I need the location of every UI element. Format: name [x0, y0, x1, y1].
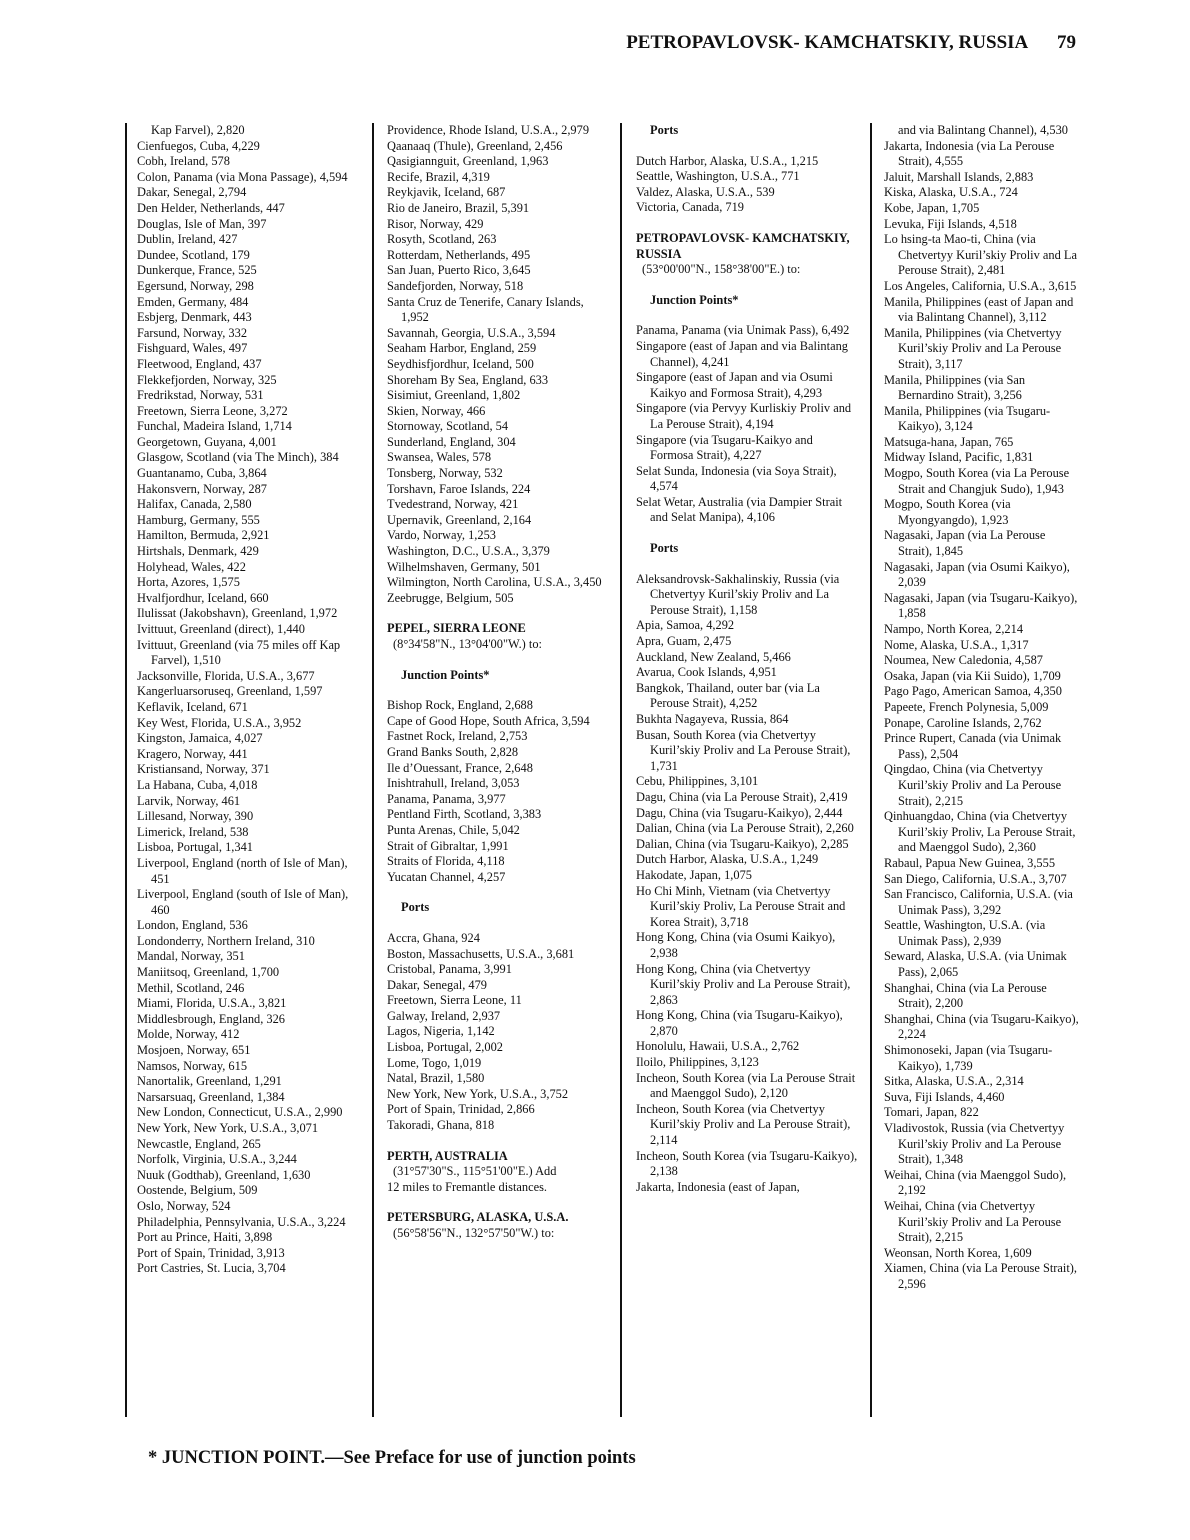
distance-entry: and via Balintang Channel), 4,530 — [898, 123, 1068, 137]
column-3 — [636, 123, 858, 1195]
distance-entry: Midway Island, Pacific, 1,831 — [884, 450, 1034, 465]
distance-entry: Torshavn, Faroe Islands, 224 — [387, 481, 531, 496]
distance-entry: Incheon, South Korea (via La Perouse Strait and Maenggol Sudo), 2,120 — [636, 1070, 856, 1101]
distance-entry: Kap Farvel), 2,820 — [151, 123, 245, 137]
column-rule — [620, 123, 622, 1417]
distance-entry: Shanghai, China (via Tsugaru-Kaikyo), 2,224 — [884, 1011, 1079, 1042]
distance-entry: Osaka, Japan (via Kii Suido), 1,709 — [884, 668, 1061, 683]
distance-entry: Weihai, China (via Maenggol Sudo), 2,192 — [884, 1167, 1067, 1198]
section-title: PEPEL, SIERRA LEONE — [387, 621, 526, 636]
distance-entry: Valdez, Alaska, U.S.A., 539 — [636, 184, 775, 199]
distance-entry: Bangkok, Thailand, outer bar (via La Perouse Strait), 4,252 — [636, 680, 820, 711]
distance-entry: Levuka, Fiji Islands, 4,518 — [884, 216, 1017, 231]
distance-entry: Jaluit, Marshall Islands, 2,883 — [884, 169, 1034, 184]
distance-entry: Newcastle, England, 265 — [137, 1136, 261, 1151]
distance-entry: Georgetown, Guyana, 4,001 — [137, 434, 277, 449]
distance-entry: Weonsan, North Korea, 1,609 — [884, 1245, 1032, 1260]
distance-entry: Rotterdam, Netherlands, 495 — [387, 247, 531, 262]
distance-entry: Singapore (east of Japan and via Osumi Kaikyo and Formosa Strait), 4,293 — [636, 370, 833, 400]
distance-entry: Iloilo, Philippines, 3,123 — [636, 1055, 759, 1070]
distance-entry: Lome, Togo, 1,019 — [387, 1055, 482, 1070]
column-rule — [125, 123, 127, 1417]
distance-entry: Sisimiut, Greenland, 1,802 — [387, 388, 521, 403]
distance-entry: La Habana, Cuba, 4,018 — [137, 777, 258, 792]
distance-entry: Lisboa, Portugal, 2,002 — [387, 1040, 503, 1055]
distance-entry: Douglas, Isle of Man, 397 — [137, 216, 267, 231]
distance-entry: Nome, Alaska, U.S.A., 1,317 — [884, 637, 1029, 652]
distance-entry: Fastnet Rock, Ireland, 2,753 — [387, 729, 528, 744]
distance-entry: Londonderry, Northern Ireland, 310 — [137, 933, 315, 948]
distance-entry: Weihai, China (via Chetvertyy Kuril’skiy Proliv and La Perouse Strait), 2,215 — [884, 1198, 1062, 1245]
distance-entry: Punta Arenas, Chile, 5,042 — [387, 822, 520, 837]
distance-entry: Incheon, South Korea (via Chetvertyy Kuril’skiy Proliv and La Perouse Strait), 2,114 — [636, 1101, 851, 1148]
subsection-heading: Junction Points* — [401, 667, 490, 682]
distance-entry: Port of Spain, Trinidad, 3,913 — [137, 1245, 285, 1260]
distance-entry: Dagu, China (via Tsugaru-Kaikyo), 2,444 — [636, 805, 843, 820]
distance-entry: Ponape, Caroline Islands, 2,762 — [884, 715, 1042, 730]
distance-entry: Cobh, Ireland, 578 — [137, 154, 230, 169]
distance-entry: Qingdao, China (via Chetvertyy Kuril’skiy Proliv and La Perouse Strait), 2,215 — [884, 762, 1062, 808]
distance-entry: Hong Kong, China (via Chetvertyy Kuril’skiy Proliv and La Perouse Strait), 2,863 — [636, 961, 851, 1007]
distance-entry: Nagasaki, Japan (via Tsugaru-Kaikyo), 1,858 — [884, 590, 1078, 621]
distance-entry: Cape of Good Hope, South Africa, 3,594 — [387, 713, 590, 728]
distance-entry: Manila, Philippines (via Tsugaru-Kaikyo), 3,124 — [884, 403, 1051, 434]
distance-entry: Ile d’Ouessant, France, 2,648 — [387, 760, 533, 775]
distance-entry: Lillesand, Norway, 390 — [137, 809, 254, 824]
distance-entry: Honolulu, Hawaii, U.S.A., 2,762 — [636, 1039, 800, 1054]
distance-entry: Namsos, Norway, 615 — [137, 1058, 248, 1073]
distance-entry: Manila, Philippines (via Chetvertyy Kuril’skiy Proliv and La Perouse Strait), 3,117 — [884, 325, 1062, 371]
distance-entry: Kristiansand, Norway, 371 — [137, 762, 270, 777]
distance-entry: Holyhead, Wales, 422 — [137, 559, 246, 574]
distance-entry: Wilmington, North Carolina, U.S.A., 3,450 — [387, 575, 602, 590]
distance-entry: Recife, Brazil, 4,319 — [387, 169, 490, 184]
distance-entry: Apia, Samoa, 4,292 — [636, 618, 735, 633]
distance-entry: Horta, Azores, 1,575 — [137, 575, 240, 590]
distance-entry: Matsuga-hana, Japan, 765 — [884, 434, 1014, 449]
section-coordinates: (31°57'30"S., 115°51'00"E.) Add — [393, 1164, 557, 1179]
section-coordinates: (56°58'56"N., 132°57'50"W.) to: — [393, 1226, 555, 1240]
distance-entry: Freetown, Sierra Leone, 11 — [387, 993, 522, 1008]
distance-entry: Skien, Norway, 466 — [387, 403, 486, 418]
distance-entry: Sunderland, England, 304 — [387, 434, 516, 449]
distance-entry: Sandefjorden, Norway, 518 — [387, 278, 524, 293]
distance-entry: Bukhta Nagayeva, Russia, 864 — [636, 712, 789, 726]
distance-entry: Risor, Norway, 429 — [387, 216, 484, 231]
distance-entry: Mandal, Norway, 351 — [137, 949, 245, 964]
distance-entry: Hirtshals, Denmark, 429 — [137, 544, 259, 559]
distance-entry: Stornoway, Scotland, 54 — [387, 419, 509, 434]
distance-entry: Dakar, Senegal, 2,794 — [137, 185, 247, 200]
distance-entry: Dalian, China (via Tsugaru-Kaikyo), 2,285 — [636, 836, 849, 851]
distance-entry: Flekkefjorden, Norway, 325 — [137, 372, 277, 387]
distance-entry: Cienfuegos, Cuba, 4,229 — [137, 138, 260, 153]
distance-entry: Fleetwood, England, 437 — [137, 356, 262, 371]
subsection-heading: Junction Points* — [650, 292, 739, 307]
distance-entry: Reykjavik, Iceland, 687 — [387, 185, 506, 200]
distance-entry: Oostende, Belgium, 509 — [137, 1183, 258, 1198]
distance-entry: Qasigiannguit, Greenland, 1,963 — [387, 154, 549, 169]
distance-entry: Lo hsing-ta Mao-ti, China (via Chetvertyy Kuril’skiy Proliv and La Perouse Strait), 2,481 — [884, 232, 1077, 278]
distance-entry: Noumea, New Caledonia, 4,587 — [884, 653, 1043, 668]
distance-entry: Dalian, China (via La Perouse Strait), 2,260 — [636, 821, 854, 836]
distance-entry: Tonsberg, Norway, 532 — [387, 466, 503, 481]
distance-entry: Dundee, Scotland, 179 — [137, 247, 250, 262]
distance-entry: Zeebrugge, Belgium, 505 — [387, 590, 514, 605]
distance-entry: Cristobal, Panama, 3,991 — [387, 962, 512, 977]
column-1 — [137, 123, 359, 1277]
distance-entry: Aleksandrovsk-Sakhalinskiy, Russia (via Chetvertyy Kuril’skiy Proliv and La Perouse Strait), 1,158 — [636, 571, 840, 617]
distance-entry: Freetown, Sierra Leone, 3,272 — [137, 403, 288, 418]
distance-entry: San Diego, California, U.S.A., 3,707 — [884, 871, 1067, 886]
distance-entry: Keflavik, Iceland, 671 — [137, 699, 248, 714]
distance-entry: Liverpool, England (north of Isle of Man), 451 — [137, 855, 348, 886]
distance-entry: Tomari, Japan, 822 — [884, 1105, 979, 1120]
distance-entry: Narsarsuaq, Greenland, 1,384 — [137, 1089, 285, 1104]
distance-entry: Natal, Brazil, 1,580 — [387, 1071, 485, 1086]
distance-entry: Straits of Florida, 4,118 — [387, 854, 505, 869]
section-title: PETROPAVLOVSK- KAMCHATSKIY, RUSSIA — [636, 230, 850, 261]
distance-entry: New London, Connecticut, U.S.A., 2,990 — [137, 1105, 343, 1120]
distance-entry: Victoria, Canada, 719 — [636, 200, 744, 215]
distance-entry: Lagos, Nigeria, 1,142 — [387, 1024, 495, 1039]
distance-entry: Pago Pago, American Samoa, 4,350 — [884, 684, 1062, 699]
distance-entry: Swansea, Wales, 578 — [387, 450, 492, 465]
distance-entry: Philadelphia, Pennsylvania, U.S.A., 3,224 — [137, 1214, 346, 1229]
distance-entry: Apra, Guam, 2,475 — [636, 634, 732, 649]
distance-entry: Hakodate, Japan, 1,075 — [636, 867, 752, 882]
section-coordinates: (8°34'58"N., 13°04'00"W.) to: — [393, 637, 542, 651]
distance-entry: New York, New York, U.S.A., 3,752 — [387, 1086, 569, 1101]
distance-entry: Suva, Fiji Islands, 4,460 — [884, 1089, 1005, 1104]
distance-entry: Maniitsoq, Greenland, 1,700 — [137, 965, 280, 980]
distance-entry: Pentland Firth, Scotland, 3,383 — [387, 807, 542, 822]
distance-entry: Qaanaaq (Thule), Greenland, 2,456 — [387, 138, 563, 153]
distance-entry: Savannah, Georgia, U.S.A., 3,594 — [387, 325, 556, 340]
distance-entry: Shanghai, China (via La Perouse Strait), 2,200 — [884, 980, 1047, 1011]
distance-entry: Tvedestrand, Norway, 421 — [387, 497, 519, 512]
distance-entry: Port of Spain, Trinidad, 2,866 — [387, 1102, 535, 1117]
page-number: 79 — [1057, 32, 1076, 53]
distance-entry: Kangerluarsoruseq, Greenland, 1,597 — [137, 684, 323, 699]
distance-entry: Dakar, Senegal, 479 — [387, 977, 487, 992]
subsection-heading: Ports — [650, 123, 679, 137]
distance-entry: Jakarta, Indonesia (via La Perouse Strait), 4,555 — [884, 138, 1055, 169]
distance-entry: Hong Kong, China (via Osumi Kaikyo), 2,938 — [636, 930, 836, 960]
distance-entry: Dagu, China (via La Perouse Strait), 2,419 — [636, 789, 848, 804]
running-title: PETROPAVLOVSK- KAMCHATSKIY, RUSSIA — [626, 32, 1029, 53]
distance-entry: Nagasaki, Japan (via La Perouse Strait), 1,845 — [884, 528, 1046, 559]
distance-entry: Molde, Norway, 412 — [137, 1027, 240, 1042]
distance-entry: Guantanamo, Cuba, 3,864 — [137, 466, 267, 481]
section-note: 12 miles to Fremantle distances. — [387, 1179, 548, 1194]
distance-entry: Dunkerque, France, 525 — [137, 263, 257, 278]
distance-entry: Fishguard, Wales, 497 — [137, 341, 248, 356]
subsection-heading: Ports — [401, 900, 430, 915]
column-rule — [372, 123, 374, 1417]
distance-entry: Kragero, Norway, 441 — [137, 746, 248, 761]
distance-entry: Seward, Alaska, U.S.A. (via Unimak Pass), 2,065 — [884, 949, 1067, 980]
distance-entry: Mogpo, South Korea (via Myongyangdo), 1,923 — [884, 497, 1011, 527]
distance-entry: London, England, 536 — [137, 918, 248, 933]
distance-entry: Accra, Ghana, 924 — [387, 930, 480, 945]
distance-entry: Farsund, Norway, 332 — [137, 325, 248, 340]
distance-entry: Methil, Scotland, 246 — [137, 980, 245, 995]
distance-entry: Port Castries, St. Lucia, 3,704 — [137, 1261, 286, 1276]
distance-entry: Hamilton, Bermuda, 2,921 — [137, 528, 270, 543]
distance-entry: Strait of Gibraltar, 1,991 — [387, 838, 509, 853]
column-2 — [387, 123, 609, 1242]
distance-entry: Emden, Germany, 484 — [137, 294, 249, 309]
distance-entry: Dutch Harbor, Alaska, U.S.A., 1,249 — [636, 852, 819, 867]
distance-entry: Nampo, North Korea, 2,214 — [884, 622, 1024, 636]
distance-entry: Hakonsvern, Norway, 287 — [137, 481, 267, 496]
distance-entry: Vardo, Norway, 1,253 — [387, 528, 496, 543]
distance-entry: Singapore (east of Japan and via Balintang Channel), 4,241 — [636, 338, 848, 369]
distance-entry: Fredrikstad, Norway, 531 — [137, 388, 264, 403]
distance-entry: Port au Prince, Haiti, 3,898 — [137, 1230, 273, 1245]
distance-entry: Liverpool, England (south of Isle of Man), 460 — [137, 887, 349, 917]
distance-entry: San Juan, Puerto Rico, 3,645 — [387, 263, 531, 278]
distance-entry: New York, New York, U.S.A., 3,071 — [137, 1121, 319, 1135]
distance-entry: Egersund, Norway, 298 — [137, 278, 254, 293]
distance-entry: Glasgow, Scotland (via The Minch), 384 — [137, 450, 339, 465]
distance-entry: Shoreham By Sea, England, 633 — [387, 372, 549, 387]
distance-entry: Upernavik, Greenland, 2,164 — [387, 512, 532, 527]
distance-entry: Seaham Harbor, England, 259 — [387, 341, 537, 356]
distance-entry: Nuuk (Godthab), Greenland, 1,630 — [137, 1167, 311, 1182]
distance-entry: Rio de Janeiro, Brazil, 5,391 — [387, 200, 530, 215]
distance-entry: Qinhuangdao, China (via Chetvertyy Kuril’skiy Proliv, La Perouse Strait, and Maenggol Sudo), 2,360 — [884, 809, 1076, 855]
distance-entry: Los Angeles, California, U.S.A., 3,615 — [884, 278, 1077, 293]
distance-entry: Ho Chi Minh, Vietnam (via Chetvertyy Kuril’skiy Proliv, La Perouse Strait and Korea Strait), 3,718 — [636, 883, 846, 929]
distance-entry: Kingston, Jamaica, 4,027 — [137, 731, 263, 746]
distance-entry: Ivittuut, Greenland (via 75 miles off Kap Farvel), 1,510 — [137, 637, 341, 668]
distance-entry: Prince Rupert, Canada (via Unimak Pass), 2,504 — [884, 731, 1062, 761]
distance-entry: Limerick, Ireland, 538 — [137, 824, 249, 839]
distance-entry: Singapore (via Pervyy Kurliskiy Proliv and La Perouse Strait), 4,194 — [636, 401, 852, 431]
distance-entry: Oslo, Norway, 524 — [137, 1198, 231, 1213]
distance-entry: Inishtrahull, Ireland, 3,053 — [387, 776, 520, 791]
distance-entry: Hong Kong, China (via Tsugaru-Kaikyo), 2,870 — [636, 1008, 843, 1038]
column-rule — [870, 123, 872, 1417]
distance-entry: Manila, Philippines (east of Japan and via Balintang Channel), 3,112 — [884, 294, 1074, 325]
section-title: PERTH, AUSTRALIA — [387, 1148, 508, 1163]
distance-entry: Rosyth, Scotland, 263 — [387, 232, 497, 247]
distance-entry: Galway, Ireland, 2,937 — [387, 1008, 501, 1023]
distance-entry: Avarua, Cook Islands, 4,951 — [636, 665, 777, 680]
distance-entry: Singapore (via Tsugaru-Kaikyo and Formosa Strait), 4,227 — [636, 432, 813, 463]
distance-entry: San Francisco, California, U.S.A. (via Unimak Pass), 3,292 — [884, 887, 1073, 917]
distance-entry: Rabaul, Papua New Guinea, 3,555 — [884, 855, 1056, 870]
distance-entry: Ivittuut, Greenland (direct), 1,440 — [137, 622, 305, 636]
distance-entry: Papeete, French Polynesia, 5,009 — [884, 699, 1049, 714]
distance-entry: Panama, Panama (via Unimak Pass), 6,492 — [636, 323, 850, 338]
distance-entry: Ilulissat (Jakobshavn), Greenland, 1,972 — [137, 606, 338, 621]
distance-entry: Funchal, Madeira Island, 1,714 — [137, 419, 292, 434]
distance-entry: Kiska, Alaska, U.S.A., 724 — [884, 185, 1018, 200]
distance-entry: Nagasaki, Japan (via Osumi Kaikyo), 2,039 — [884, 559, 1070, 590]
distance-entry: Grand Banks South, 2,828 — [387, 744, 519, 759]
distance-entry: Busan, South Korea (via Chetvertyy Kuril’skiy Proliv and La Perouse Strait), 1,731 — [636, 727, 851, 773]
distance-entry: Boston, Massachusetts, U.S.A., 3,681 — [387, 946, 575, 961]
distance-entry: Takoradi, Ghana, 818 — [387, 1118, 495, 1133]
distance-entry: Mogpo, South Korea (via La Perouse Strait and Changjuk Sudo), 1,943 — [884, 466, 1070, 496]
distance-entry: Shimonoseki, Japan (via Tsugaru-Kaikyo), 1,739 — [884, 1043, 1053, 1073]
distance-entry: Larvik, Norway, 461 — [137, 793, 241, 808]
distance-entry: Seattle, Washington, U.S.A., 771 — [636, 169, 800, 184]
distance-entry: Jakarta, Indonesia (east of Japan, — [636, 1179, 800, 1194]
distance-entry: Seattle, Washington, U.S.A. (via Unimak Pass), 2,939 — [884, 918, 1046, 948]
distance-entry: Auckland, New Zealand, 5,466 — [636, 649, 791, 664]
distance-entry: Esbjerg, Denmark, 443 — [137, 310, 252, 325]
distance-entry: Middlesbrough, England, 326 — [137, 1011, 285, 1026]
distance-entry: Norfolk, Virginia, U.S.A., 3,244 — [137, 1152, 297, 1167]
page-header — [626, 32, 1076, 54]
distance-entry: Manila, Philippines (via San Bernardino Strait), 3,256 — [884, 372, 1026, 403]
subsection-heading: Ports — [650, 541, 679, 556]
distance-entry: Cebu, Philippines, 3,101 — [636, 774, 759, 789]
distance-entry: Kobe, Japan, 1,705 — [884, 200, 980, 215]
distance-entry: Washington, D.C., U.S.A., 3,379 — [387, 544, 550, 559]
distance-entry: Hamburg, Germany, 555 — [137, 512, 260, 527]
distance-entry: Sitka, Alaska, U.S.A., 2,314 — [884, 1074, 1024, 1089]
distance-entry: Wilhelmshaven, Germany, 501 — [387, 559, 541, 574]
distance-entry: Vladivostok, Russia (via Chetvertyy Kuril’skiy Proliv and La Perouse Strait), 1,348 — [884, 1121, 1065, 1167]
distance-entry: Bishop Rock, England, 2,688 — [387, 698, 533, 713]
distance-entry: Dutch Harbor, Alaska, U.S.A., 1,215 — [636, 153, 819, 168]
distance-entry: Incheon, South Korea (via Tsugaru-Kaikyo), 2,138 — [636, 1148, 858, 1179]
distance-entry: Santa Cruz de Tenerife, Canary Islands, 1,952 — [387, 294, 584, 325]
distance-entry: Panama, Panama, 3,977 — [387, 791, 506, 806]
distance-entry: Den Helder, Netherlands, 447 — [137, 200, 285, 215]
section-coordinates: (53°00'00"N., 158°38'00"E.) to: — [642, 262, 801, 277]
distance-entry: Seydhisfjordhur, Iceland, 500 — [387, 356, 534, 371]
distance-entry: Miami, Florida, U.S.A., 3,821 — [137, 996, 287, 1011]
distance-entry: Colon, Panama (via Mona Passage), 4,594 — [137, 169, 348, 184]
distance-entry: Dublin, Ireland, 427 — [137, 232, 238, 247]
distance-entry: Mosjoen, Norway, 651 — [137, 1043, 251, 1058]
distance-entry: Hvalfjordhur, Iceland, 660 — [137, 590, 269, 605]
section-title: PETERSBURG, ALASKA, U.S.A. — [387, 1210, 569, 1225]
column-4 — [884, 123, 1080, 1293]
distance-entry: Nanortalik, Greenland, 1,291 — [137, 1074, 282, 1089]
distance-entry: Selat Sunda, Indonesia (via Soya Strait), 4,574 — [636, 463, 837, 494]
distance-entry: Key West, Florida, U.S.A., 3,952 — [137, 715, 302, 730]
distance-entry: Selat Wetar, Australia (via Dampier Strait and Selat Manipa), 4,106 — [636, 494, 843, 525]
distance-entry: Yucatan Channel, 4,257 — [387, 869, 506, 884]
distance-entry: Lisboa, Portugal, 1,341 — [137, 840, 253, 855]
footnote: * JUNCTION POINT.—See Preface for use of junction points — [148, 1448, 636, 1468]
distance-entry: Xiamen, China (via La Perouse Strait), 2,596 — [884, 1261, 1078, 1291]
distance-entry: Halifax, Canada, 2,580 — [137, 497, 252, 512]
distance-entry: Providence, Rhode Island, U.S.A., 2,979 — [387, 123, 590, 137]
distance-entry: Jacksonville, Florida, U.S.A., 3,677 — [137, 668, 315, 683]
